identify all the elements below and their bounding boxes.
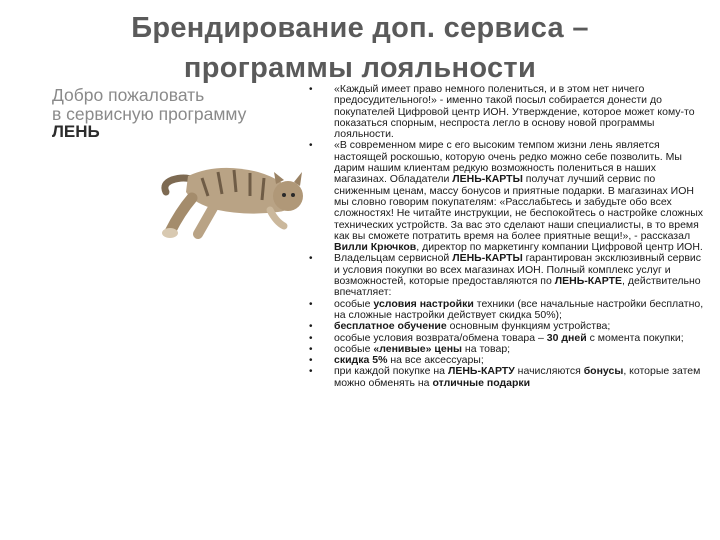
bullet-list [300, 84, 708, 389]
list-item: • бесплатное обучение основным функциям устройства; [300, 321, 708, 332]
list-item: • скидка 5% на все аксессуары; [300, 355, 708, 366]
slide-title [40, 8, 680, 88]
promo-banner [52, 86, 302, 142]
list-item: • особые условия возврата/обмена товара – 30 дней с момента покупки; [300, 333, 708, 344]
promo-line2: в сервисную программу [52, 103, 247, 124]
list-item: • при каждой покупке на ЛЕНЬ-КАРТУ начисляются бонусы, которые затем можно обменять на отличные подарки [300, 366, 708, 389]
list-item: • «Каждый имеет право немного полениться, и в этом нет ничего предосудительного!» - именно такой посыл собирается донести до покупателей Цифровой центр ИОН. Утверждение, которое может кому-то показаться спорным, неспроста легло в основу новой программы лояльности. [300, 84, 708, 140]
list-item: • «В современном мире с его высоким темпом жизни лень является настоящей роскошью, которую очень редко можно себе позволить. Мы дарим нашим клиентам редкую возможность полениться в наших магазинах. Обладатели ЛЕНЬ-КАРТЫ получат лучший сервис по сниженным ценам, массу бонусов и приятные подарки. В магазинах ИОН мы словно говорим покупателям: «Расслабьтесь и забудьте обо всех сложностях! Не читайте инструкции, не беспокойтесь о настройке сложных технических устройств. За вас это сделают наши специалисты, в то время как вы сможете потратить время на более приятные вещи!», - рассказал Вилли Крючков, директор по маркетингу компании Цифровой центр ИОН. [300, 140, 708, 253]
promo-line1: Добро пожаловать [52, 85, 205, 105]
list-item: • особые «ленивые» цены на товар; [300, 344, 708, 355]
slide-title-line2: программы лояльности [183, 52, 537, 84]
slide-title-line1: Брендирование доп. сервиса – [131, 12, 589, 44]
list-item: • Владельцам сервисной ЛЕНЬ-КАРТЫ гарантирован эксклюзивный сервис и условия покупки во всех магазинах ИОН. Полный комплекс услуг и возможностей, которые предоставляются по ЛЕНЬ-КАРТЕ, действительно впечатляет: [300, 253, 708, 298]
promo-brand: ЛЕНЬ [52, 122, 100, 141]
list-item: • особые условия настройки техники (все начальные настройки бесплатно, на сложные настройки действует скидка 50%); [300, 299, 708, 322]
cat-lying-icon [158, 140, 308, 240]
